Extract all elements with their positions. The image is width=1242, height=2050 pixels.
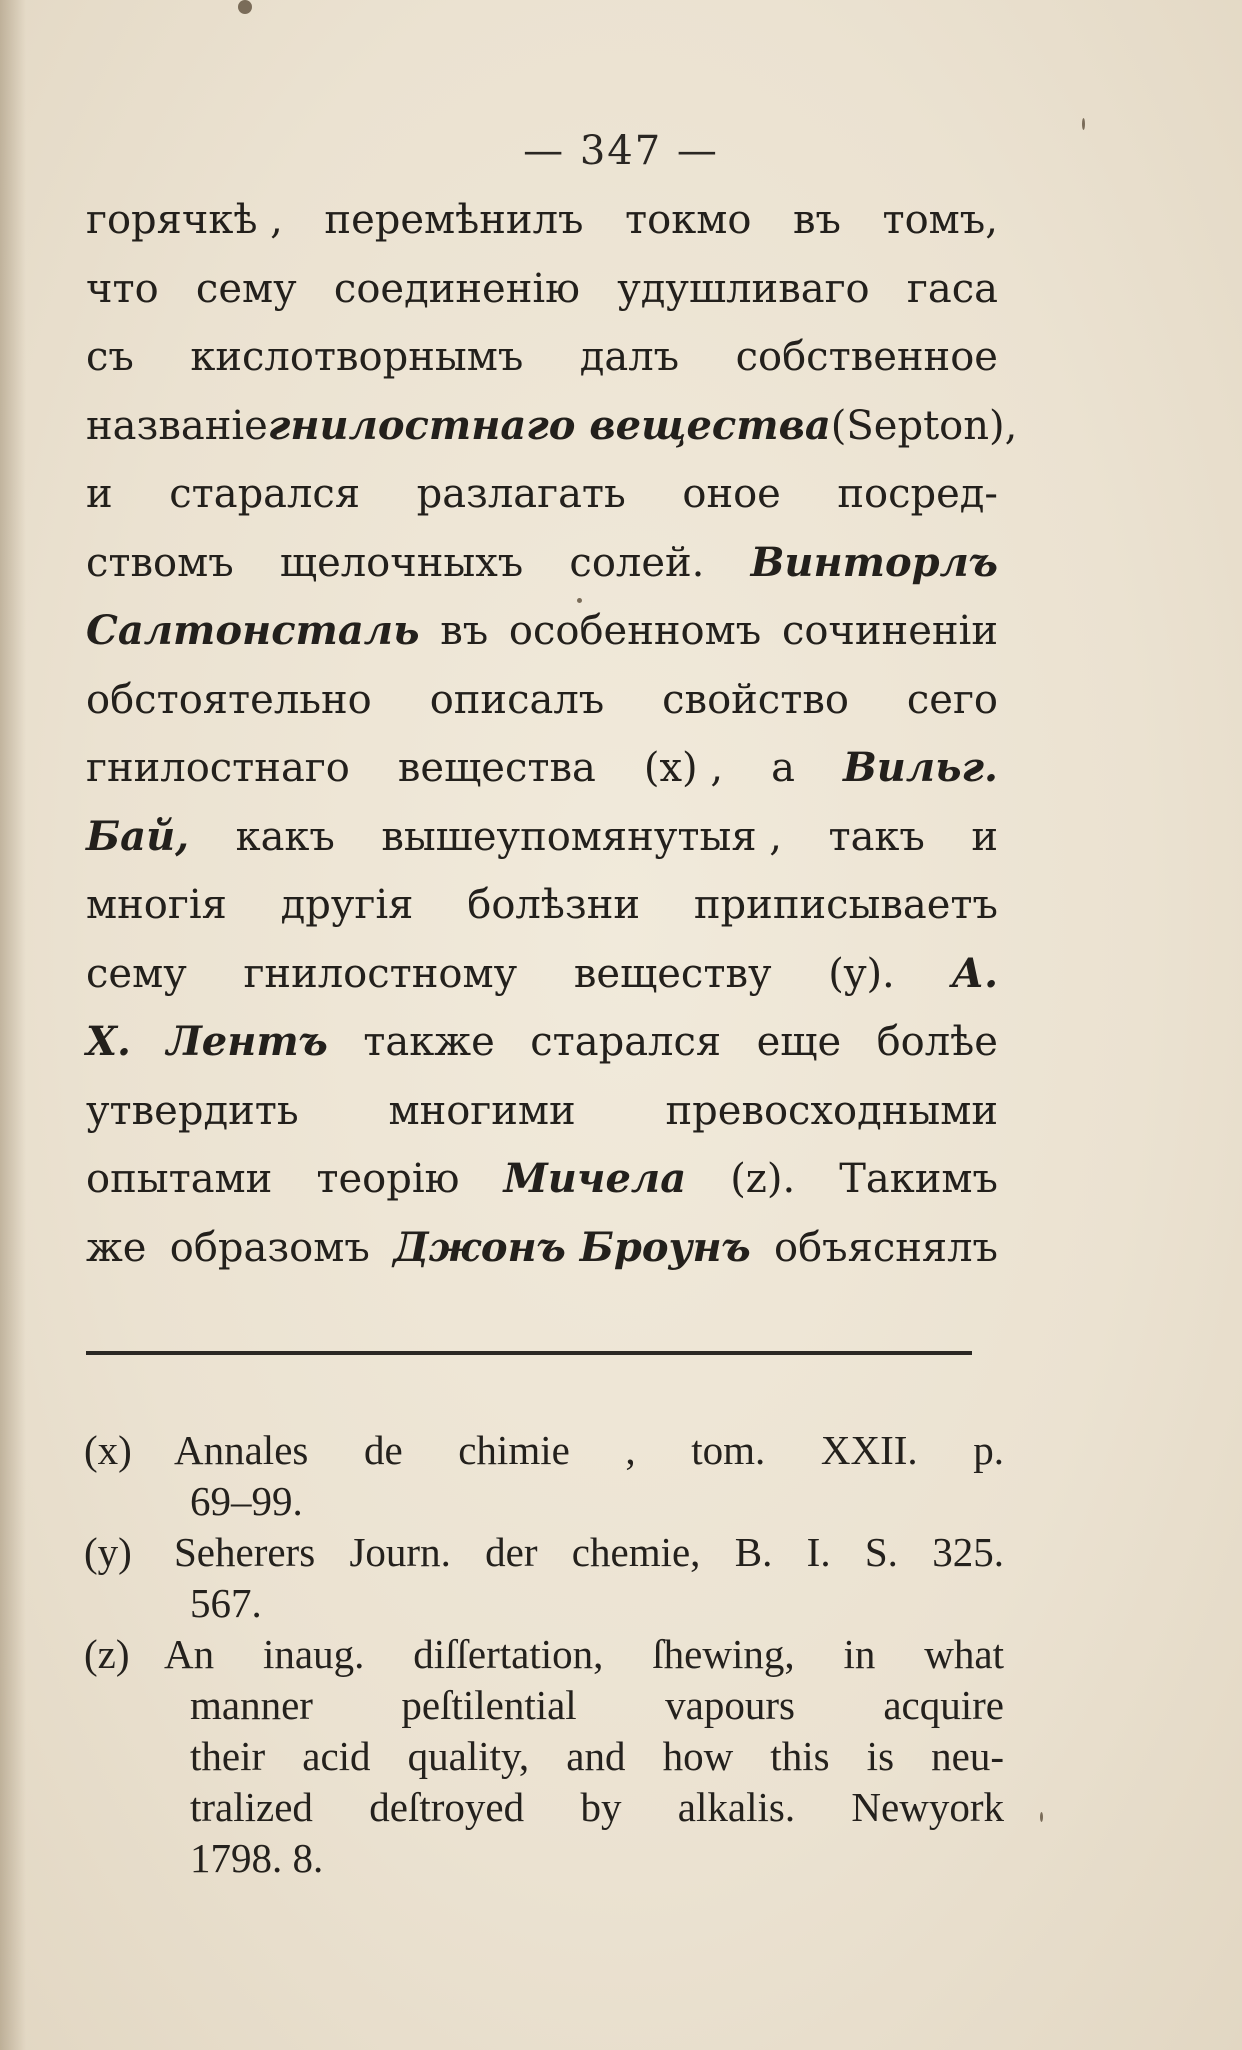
italic-name: Салтонсталь: [86, 607, 420, 654]
footnote-text: Annales de chimie , tom. XXII. p.: [174, 1427, 1004, 1473]
footnote-text: tralized deſtroyed by alkalis. Newyork: [190, 1784, 1004, 1830]
word: же: [86, 1224, 147, 1271]
text-line: [86, 803, 998, 872]
footnote-text: 1798. 8.: [190, 1835, 324, 1881]
footnote-text: 69–99.: [190, 1478, 303, 1524]
word: старался: [530, 1019, 722, 1065]
ink-speck: [1040, 1812, 1043, 1822]
word: также: [363, 1019, 495, 1065]
footnote-z-cont: [84, 1680, 1004, 1731]
word: съ: [86, 334, 134, 380]
word: въ: [440, 608, 489, 654]
page-number: — 347 —: [523, 128, 719, 174]
word: утвердить: [86, 1087, 299, 1134]
text-line: [86, 1008, 998, 1077]
word: сочиненіи: [781, 608, 998, 654]
footnote-z-cont: [84, 1833, 1004, 1884]
footnote-ref: (y).: [828, 950, 895, 997]
word: названіе: [86, 402, 268, 449]
italic-name: Х.: [86, 1018, 131, 1065]
footnote-text: 567.: [190, 1580, 262, 1626]
word: превосходными: [665, 1087, 998, 1134]
word: перемѣнилъ: [324, 197, 584, 243]
footnote-text: An inaug. diſſertation, ſhewing, in what: [164, 1631, 1004, 1677]
word: вещества: [397, 745, 596, 791]
word: болѣе: [876, 1019, 998, 1065]
word: какъ: [235, 813, 335, 860]
footnote-text: manner peſtilential vapours acquire: [190, 1682, 1004, 1728]
footnote-marker: (y): [84, 1529, 132, 1575]
word: и: [86, 471, 113, 517]
footnote-y: [84, 1527, 1004, 1578]
text-line: [86, 1077, 998, 1146]
word: гнилостнаго: [86, 745, 350, 791]
italic-name: Винторлъ: [750, 538, 998, 586]
word: гнилостному: [243, 950, 518, 997]
text-line: [86, 529, 998, 598]
text-line: [86, 255, 998, 324]
text-line: [86, 392, 1018, 461]
text-line: [86, 323, 998, 392]
text-line: [86, 1214, 998, 1283]
text-line: [86, 1145, 998, 1214]
text-line: [86, 734, 998, 803]
footnote-divider: [86, 1351, 972, 1355]
text-line: [86, 871, 998, 940]
italic-name: А.: [951, 949, 998, 997]
footnote-ref: (x) ,: [643, 745, 724, 791]
footnote-z-cont: [84, 1731, 1004, 1782]
word: многія: [86, 882, 227, 928]
word: соединенію: [333, 265, 580, 312]
word: что: [86, 265, 159, 312]
text-line: [86, 940, 998, 1009]
word: посред-: [837, 471, 998, 517]
word: въ: [792, 197, 841, 243]
word: вышеупомянутыя ,: [381, 813, 782, 860]
word: гаса: [906, 265, 998, 312]
footnotes: [84, 1425, 1004, 1884]
main-text: [86, 186, 1018, 1282]
footnote-z-cont: [84, 1782, 1004, 1833]
italic-name: Мичела: [503, 1155, 687, 1202]
word: сему: [86, 950, 187, 997]
footnote-marker: (z): [84, 1631, 130, 1677]
word: особенномъ: [508, 608, 762, 654]
word: еще: [756, 1019, 842, 1065]
word: свойство: [662, 676, 849, 723]
footnote-marker: (x): [84, 1427, 132, 1473]
word: другія: [280, 882, 414, 928]
footnote-y-cont: [84, 1578, 1004, 1629]
word: веществу: [573, 950, 772, 997]
word: томъ,: [882, 197, 998, 243]
footnote-text: Seherers Journ. der chemie, B. I. S. 325.: [174, 1529, 1004, 1575]
word: и: [971, 813, 998, 860]
word: образомъ: [169, 1224, 370, 1271]
word: теорію: [316, 1156, 460, 1202]
italic-name: Бай,: [86, 812, 190, 860]
text-line: [86, 460, 998, 529]
text-line: [86, 597, 998, 666]
word: приписываетъ: [693, 882, 998, 928]
word: старался: [169, 471, 361, 517]
word: солей.: [569, 539, 705, 586]
page-edge-shadow: [0, 0, 26, 2050]
footnote-x: [84, 1425, 1004, 1476]
word: объяснялъ: [773, 1224, 998, 1271]
word: горячкѣ ,: [86, 197, 283, 243]
word: сего: [906, 676, 998, 723]
word: такъ: [828, 813, 925, 860]
italic-name: Джонъ Броунъ: [393, 1223, 751, 1271]
word: кислотворнымъ: [190, 334, 524, 380]
text-line: [86, 666, 998, 735]
word: (Septon),: [830, 402, 1018, 449]
footnote-ref: (z).: [730, 1156, 796, 1202]
word: оное: [682, 471, 781, 517]
word: сему: [195, 265, 297, 312]
word: обстоятельно: [86, 676, 372, 723]
text-line: [86, 186, 998, 255]
italic-name: Лентъ: [166, 1018, 328, 1065]
word: ствомъ: [86, 539, 234, 586]
footnote-x-cont: [84, 1476, 1004, 1527]
word: удушливаго: [617, 265, 870, 312]
word: щелочныхъ: [279, 539, 524, 586]
word: опытами: [86, 1156, 273, 1202]
italic-name: Вильг.: [843, 744, 998, 791]
word: далъ: [579, 334, 680, 380]
word: собственное: [735, 334, 998, 380]
word: Такимъ: [839, 1156, 998, 1202]
word: многими: [388, 1087, 576, 1134]
italic-term: гнилостнаго вещества: [267, 401, 831, 449]
ink-speck: [238, 0, 252, 14]
word: а: [771, 745, 795, 791]
footnote-z: [84, 1629, 1004, 1680]
footnote-text: their acid quality, and how this is neu-: [190, 1733, 1004, 1779]
word: разлагать: [416, 471, 626, 517]
word: болѣзни: [467, 882, 641, 928]
word: описалъ: [429, 676, 605, 723]
word: токмо: [625, 197, 752, 243]
